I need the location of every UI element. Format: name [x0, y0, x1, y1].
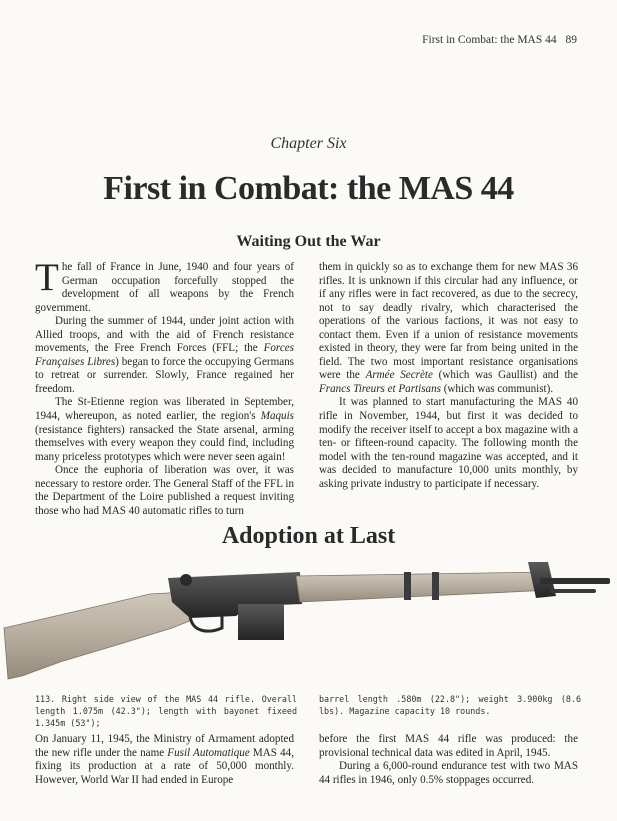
section-heading-adoption: Adoption at Last [221, 523, 396, 549]
italic-term: Armée Secrète [365, 369, 433, 382]
paragraph-text: he fall of France in June, 1940 and four years of German occupation forcefully stopped the development of all weapons by the French government. [35, 261, 294, 314]
paragraph-text: (which was communist). [440, 382, 554, 395]
bayonet-tube [550, 589, 596, 593]
italic-term: Fusil Automatique [167, 746, 250, 759]
trigger-guard [190, 616, 222, 631]
italic-term: Francs Tireurs et Partisans [319, 382, 441, 395]
text-column-1 [35, 256, 294, 518]
mas44-rifle-illustration [0, 558, 617, 686]
text-column-3 [35, 733, 294, 787]
paragraph-text: MAS 44, fixing its production at a rate of 50,000 monthly. However, World War II had ended in Europe [35, 746, 294, 786]
paragraph [35, 396, 294, 464]
bolt-handle [180, 574, 192, 586]
paragraph-text: ) began to force the occupying Germans to retreat or surrender. Slowly, France regained her freedom. [35, 355, 294, 395]
barrel-band [404, 572, 411, 600]
paragraph [35, 256, 294, 315]
chapter-label: Chapter Six [270, 135, 347, 152]
paragraph: It was planned to start manufacturing the MAS 40 rifle in November, 1944, but first it was decided to modify the receiver itself to accept a box magazine with a ten- or fifteen-round capacity. The following month the model with the ten-round magazine was accepted, and it was decided to manufacture 10,000 units monthly, by asking private industry to participate if necessary. [319, 396, 578, 490]
running-head-title: First in Combat: the MAS 44 [422, 34, 557, 46]
paragraph [319, 261, 578, 396]
section-heading-waiting: Waiting Out the War [236, 233, 381, 250]
paragraph: before the first MAS 44 rifle was produced: the provisional technical data was edited in April, 1945. [319, 733, 578, 759]
chapter-title: First in Combat: the MAS 44 [103, 170, 514, 207]
paragraph-text: them in quickly so as to exchange them for new MAS 36 rifles. It is unknown if this circular had any influence, or if any rifles were in fact recovered, as due to the secrecy, not to say deadly rivalry, which characterised the operations of the various factions, it was not easy to contact them. Even if a union of resistance movements existed in theory, they were far from being united in the field. The two most important resistance organisations were the [319, 261, 578, 382]
italic-term: Maquis [260, 410, 294, 423]
paragraph-text: (which was Gaullist) and the [432, 369, 579, 382]
paragraph [35, 315, 294, 396]
paragraph: During a 6,000-round endurance test with two MAS 44 rifles in 1946, only 0.5% stoppages occurred. [319, 760, 578, 786]
barrel [540, 578, 610, 584]
text-column-4 [319, 733, 578, 787]
running-head [422, 34, 577, 46]
magazine [238, 604, 284, 640]
paragraph [35, 733, 294, 787]
italic-term: Forces Françaises Libres [35, 342, 294, 368]
forend [296, 572, 552, 602]
paragraph-text: During the summer of 1944, under joint action with Allied troops, and with the aid of French resistance movements, the Free French Forces (FFL; the [35, 315, 294, 355]
paragraph-text: On January 11, 1945, the Ministry of Armament adopted the new rifle under the name [35, 733, 294, 759]
figure-caption-left: 113. Right side view of the MAS 44 rifle. Overall length 1.075m (42.3"); length with bayonet fixeed 1.345m (53"); [35, 694, 297, 728]
drop-cap: T [35, 256, 59, 299]
figure-caption-right: barrel length .580m (22.8"); weight 3.900kg (8.6 lbs). Magazine capacity 10 rounds. [319, 694, 581, 716]
buttstock [4, 592, 192, 679]
paragraph: Once the euphoria of liberation was over, it was necessary to restore order. The General Staff of the FFL in the Department of the Loire published a request inviting those who had MAS 40 automatic rifles to turn [35, 464, 294, 517]
barrel-band [432, 572, 439, 600]
text-column-2 [319, 261, 578, 491]
paragraph-text: The St-Etienne region was liberated in September, 1944, whereupon, as noted earlier, the region's [35, 396, 294, 423]
rifle-photo [0, 558, 617, 686]
paragraph-text: (resistance fighters) ransacked the State arsenal, arming themselves with every weapon they could find, including many priceless prototypes which were never seen again! [35, 423, 294, 463]
page-number: 89 [565, 34, 577, 46]
